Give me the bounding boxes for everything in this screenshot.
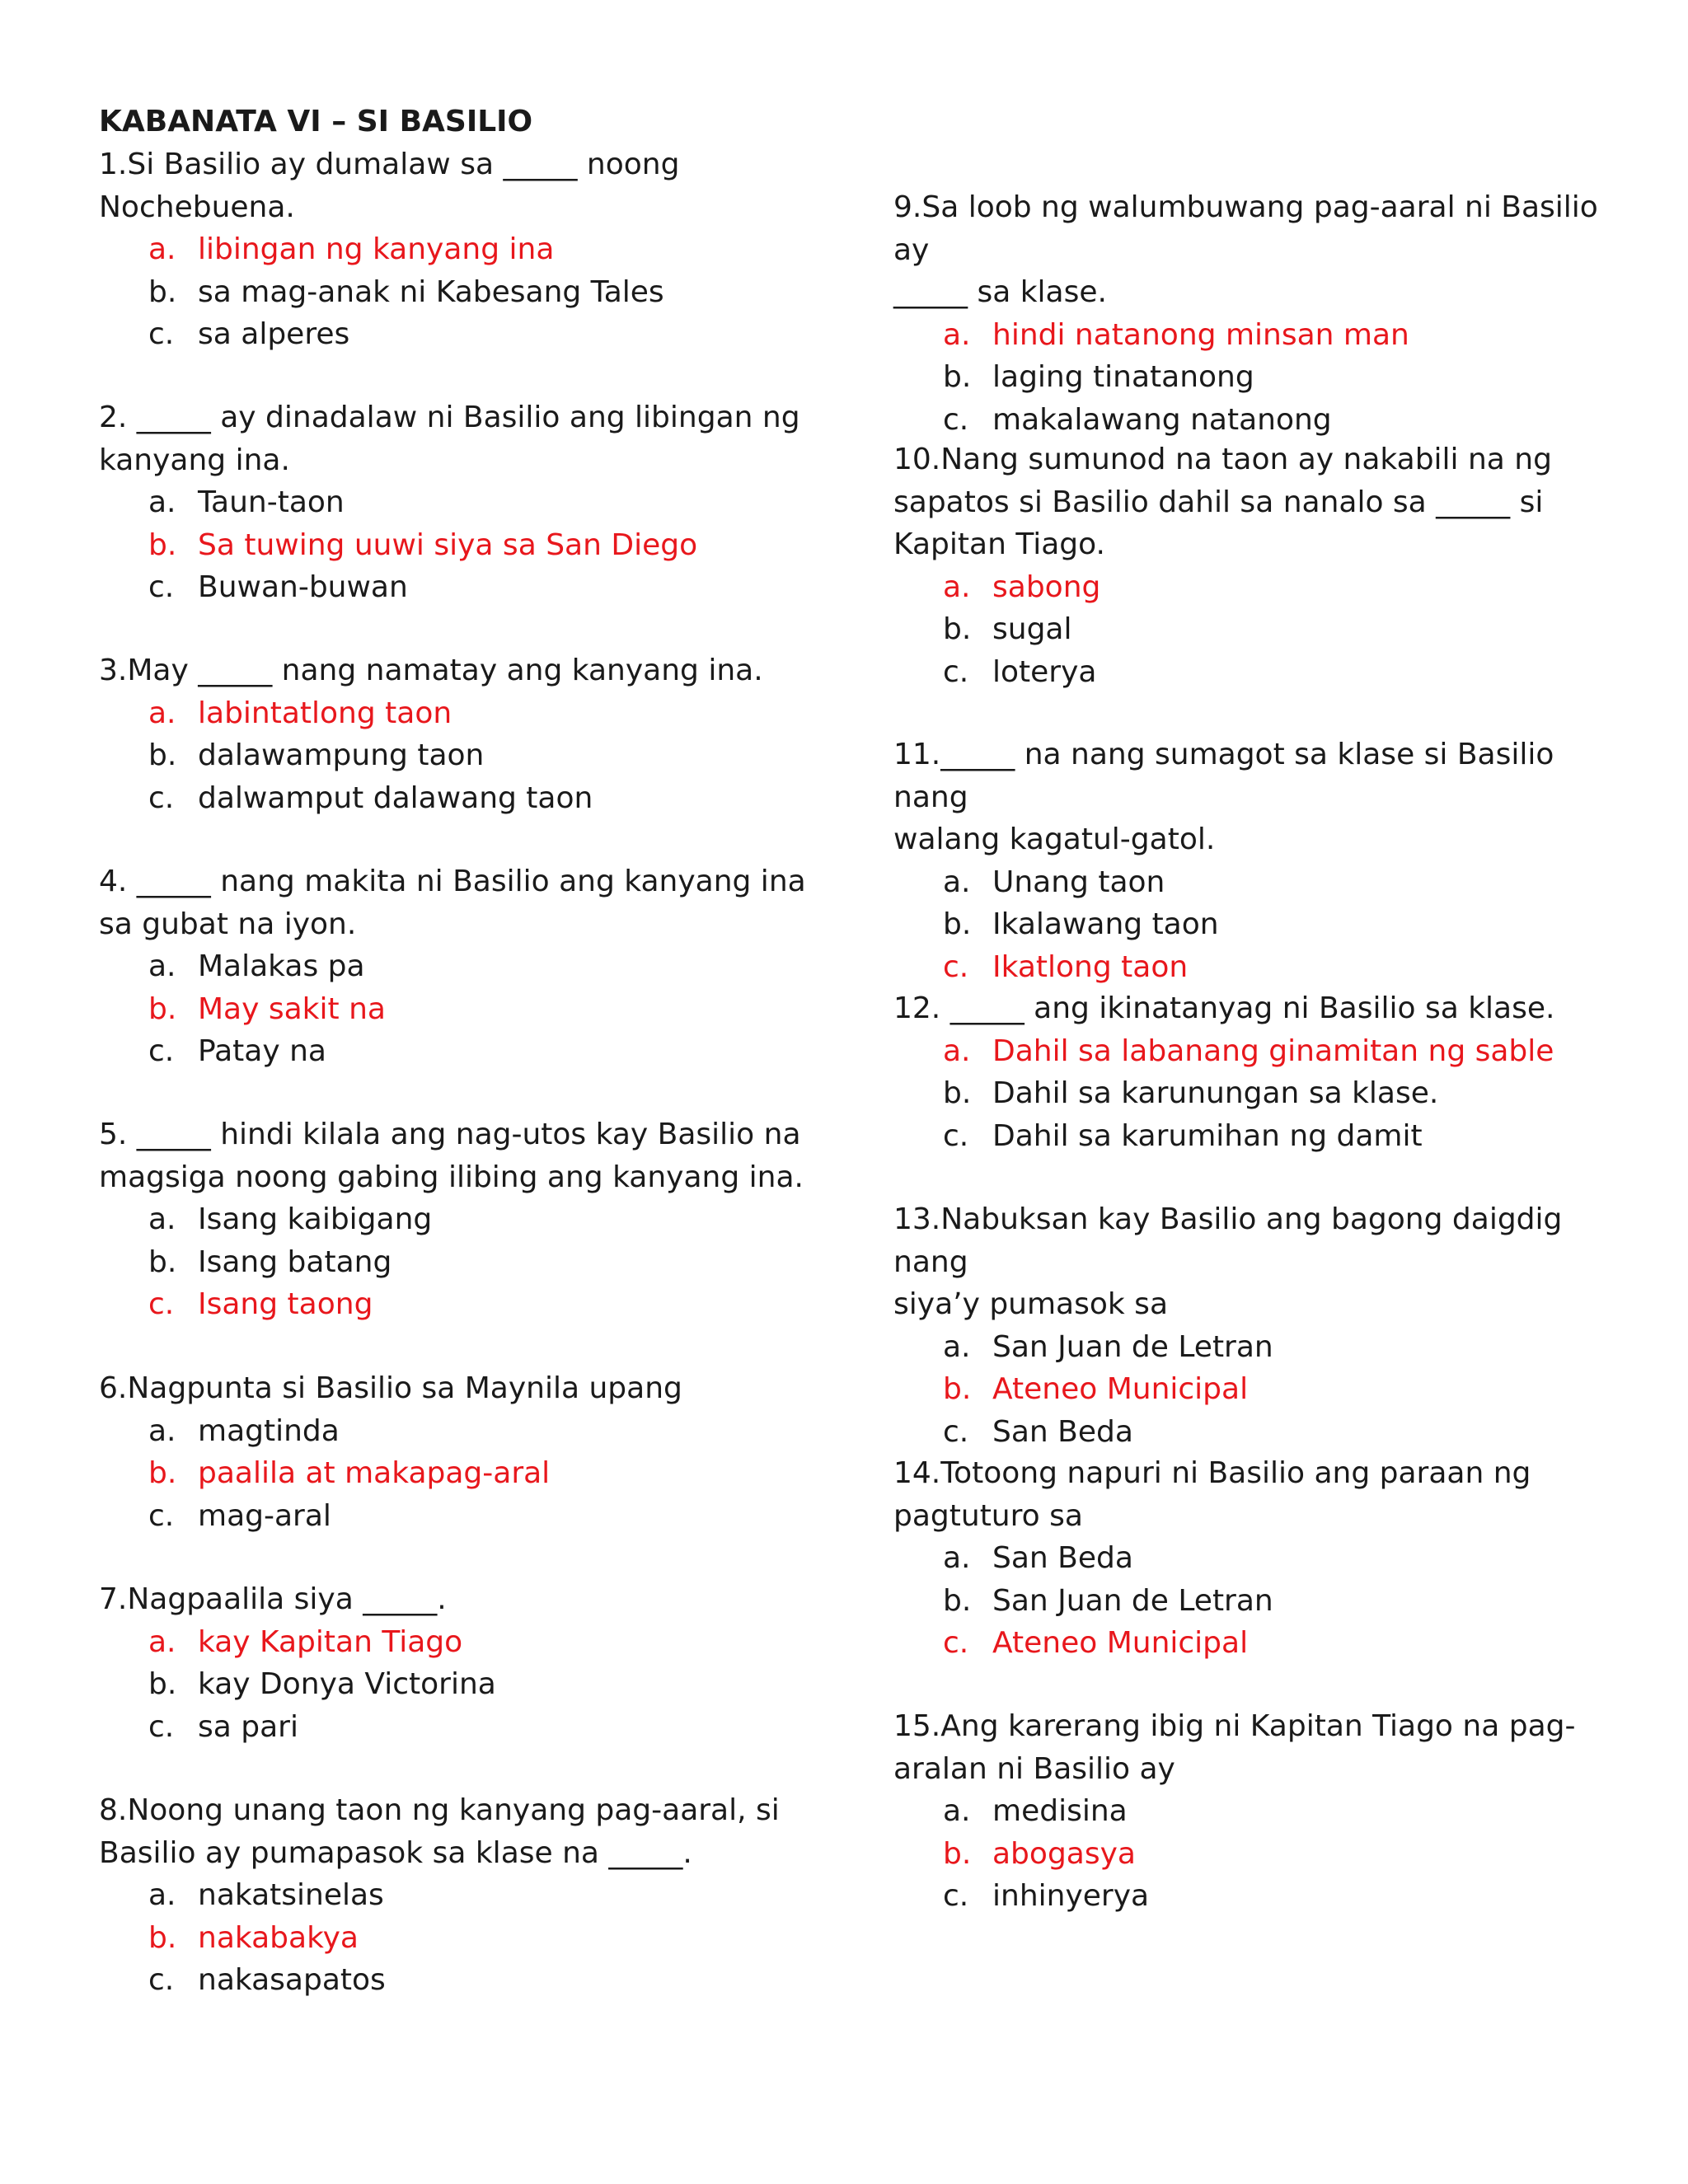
answer-option bbox=[99, 1198, 804, 1241]
option-text: San Juan de Letran bbox=[992, 1329, 1273, 1364]
answer-option bbox=[893, 399, 1619, 442]
option-text: San Beda bbox=[992, 1541, 1133, 1575]
question-text: 15.Ang karerang ibig ni Kapitan Tiago na pag- aralan ni Basilio ay bbox=[893, 1709, 1576, 1786]
option-letter: a. bbox=[943, 317, 971, 352]
correct-answer-option bbox=[893, 1833, 1575, 1876]
correct-answer-option bbox=[99, 1452, 682, 1495]
question-2 bbox=[99, 396, 800, 609]
question-10 bbox=[893, 438, 1552, 693]
answer-option bbox=[893, 1326, 1619, 1369]
correct-answer-option bbox=[893, 566, 1552, 609]
option-text: Patay na bbox=[198, 1034, 326, 1068]
option-text: Buwan-buwan bbox=[198, 570, 408, 604]
question-text: 2. _____ ay dinadalaw ni Basilio ang libingan ng kanyang ina. bbox=[99, 401, 800, 477]
option-letter: b. bbox=[148, 527, 177, 562]
option-text: Taun-taon bbox=[198, 485, 345, 519]
correct-answer-option bbox=[99, 524, 800, 567]
answer-option bbox=[893, 1115, 1554, 1158]
option-text: abogasya bbox=[992, 1836, 1136, 1871]
option-text: paalila at makapag-aral bbox=[198, 1456, 551, 1490]
option-letter: b. bbox=[943, 1076, 972, 1110]
correct-answer-option bbox=[99, 692, 763, 735]
option-letter: a. bbox=[943, 569, 971, 604]
option-letter: c. bbox=[943, 1118, 969, 1153]
option-text: Ateneo Municipal bbox=[992, 1372, 1249, 1406]
option-letter: a. bbox=[943, 1329, 971, 1364]
question-text: 10.Nang sumunod na taon ay nakabili na ng sapatos si Basilio dahil sa nanalo sa _____ si Kapitan Tiago. bbox=[893, 443, 1552, 561]
page-title: KABANATA VI – SI BASILIO bbox=[99, 105, 533, 138]
option-text: Ikatlong taon bbox=[992, 949, 1189, 984]
option-letter: a. bbox=[943, 1794, 971, 1828]
option-letter: c. bbox=[148, 1034, 175, 1068]
option-text: dalawampung taon bbox=[198, 738, 485, 772]
answer-option bbox=[99, 777, 763, 820]
option-letter: b. bbox=[148, 274, 177, 309]
answer-options bbox=[99, 228, 679, 356]
answer-option bbox=[99, 1030, 806, 1073]
option-text: Ikalawang taon bbox=[992, 907, 1219, 941]
option-text: nakabakya bbox=[198, 1920, 359, 1955]
option-text: sa pari bbox=[198, 1709, 298, 1744]
answer-option bbox=[99, 1959, 780, 2002]
option-text: labintatlong taon bbox=[198, 696, 452, 730]
option-text: Unang taon bbox=[992, 865, 1165, 899]
answer-options bbox=[99, 1874, 780, 2002]
option-letter: c. bbox=[148, 1709, 175, 1744]
answer-option bbox=[99, 566, 800, 609]
answer-option bbox=[99, 313, 679, 356]
answer-option bbox=[99, 1495, 682, 1538]
option-letter: b. bbox=[148, 1920, 177, 1955]
option-letter: c. bbox=[148, 1498, 175, 1533]
option-letter: b. bbox=[943, 1583, 972, 1618]
answer-options bbox=[99, 1621, 496, 1749]
answer-options bbox=[893, 1030, 1554, 1158]
option-text: nakasapatos bbox=[198, 1963, 386, 1997]
option-letter: b. bbox=[148, 1244, 177, 1279]
answer-options bbox=[99, 692, 763, 820]
question-4 bbox=[99, 860, 806, 1073]
question-13 bbox=[893, 1198, 1619, 1453]
question-text: 9.Sa loob ng walumbuwang pag-aaral ni Basilio ay _____ sa klase. bbox=[893, 190, 1598, 309]
option-letter: c. bbox=[943, 949, 969, 984]
option-text: San Beda bbox=[992, 1414, 1133, 1449]
option-letter: a. bbox=[148, 1202, 176, 1236]
option-letter: b. bbox=[943, 907, 972, 941]
option-text: nakatsinelas bbox=[198, 1878, 384, 1912]
option-text: mag-aral bbox=[198, 1498, 331, 1533]
question-text: 6.Nagpunta si Basilio sa Maynila upang bbox=[99, 1371, 682, 1405]
answer-options bbox=[893, 1326, 1619, 1454]
question-9 bbox=[893, 186, 1619, 441]
question-5 bbox=[99, 1113, 804, 1326]
correct-answer-option bbox=[99, 1283, 804, 1326]
option-letter: c. bbox=[148, 1963, 175, 1997]
question-7 bbox=[99, 1578, 496, 1748]
question-text: 1.Si Basilio ay dumalaw sa _____ noong Nochebuena. bbox=[99, 148, 680, 224]
option-text: sa mag-anak ni Kabesang Tales bbox=[198, 274, 664, 309]
answer-option bbox=[893, 1875, 1575, 1918]
option-text: Isang taong bbox=[198, 1287, 373, 1321]
question-text: 13.Nabuksan kay Basilio ang bagong daigdig nang siya’y pumasok sa bbox=[893, 1202, 1563, 1321]
option-text: Sa tuwing uuwi siya sa San Diego bbox=[198, 527, 698, 562]
option-letter: a. bbox=[148, 696, 176, 730]
option-letter: c. bbox=[943, 1414, 969, 1449]
answer-option bbox=[99, 945, 806, 988]
option-letter: c. bbox=[148, 1287, 175, 1321]
option-text: kay Donya Victorina bbox=[198, 1667, 496, 1701]
question-6 bbox=[99, 1367, 682, 1537]
option-letter: b. bbox=[148, 991, 177, 1026]
answer-options bbox=[99, 481, 800, 609]
option-text: May sakit na bbox=[198, 991, 386, 1026]
option-letter: c. bbox=[148, 780, 175, 815]
answer-option bbox=[893, 1790, 1575, 1833]
question-12 bbox=[893, 987, 1554, 1157]
option-letter: a. bbox=[943, 865, 971, 899]
answer-options bbox=[893, 861, 1619, 989]
option-text: Dahil sa karumihan ng damit bbox=[992, 1118, 1423, 1153]
correct-answer-option bbox=[99, 228, 679, 271]
answer-options bbox=[99, 1410, 682, 1538]
answer-option bbox=[893, 1580, 1531, 1623]
option-text: inhinyerya bbox=[992, 1879, 1150, 1913]
answer-option bbox=[893, 1411, 1619, 1454]
option-letter: a. bbox=[148, 485, 176, 519]
option-text: San Juan de Letran bbox=[992, 1583, 1273, 1618]
option-letter: b. bbox=[148, 1667, 177, 1701]
answer-option bbox=[893, 1072, 1554, 1115]
option-letter: b. bbox=[943, 612, 972, 646]
question-11 bbox=[893, 733, 1619, 988]
option-text: Isang kaibigang bbox=[198, 1202, 433, 1236]
option-letter: b. bbox=[943, 1836, 972, 1871]
option-text: loterya bbox=[992, 654, 1097, 689]
option-letter: a. bbox=[148, 949, 176, 983]
answer-option bbox=[893, 356, 1619, 399]
option-text: Malakas pa bbox=[198, 949, 365, 983]
answer-option bbox=[99, 1874, 780, 1917]
answer-option bbox=[893, 1537, 1531, 1580]
option-letter: a. bbox=[148, 1624, 176, 1659]
question-text: 4. _____ nang makita ni Basilio ang kanyang ina sa gubat na iyon. bbox=[99, 865, 806, 941]
option-letter: b. bbox=[943, 1372, 972, 1406]
question-1 bbox=[99, 143, 679, 356]
option-letter: c. bbox=[943, 654, 969, 689]
correct-answer-option bbox=[893, 1368, 1619, 1411]
option-letter: b. bbox=[943, 360, 972, 394]
answer-option bbox=[99, 1410, 682, 1453]
answer-option bbox=[893, 651, 1552, 694]
answer-options bbox=[893, 314, 1619, 442]
option-letter: a. bbox=[943, 1033, 971, 1068]
answer-option bbox=[99, 271, 679, 314]
option-text: makalawang natanong bbox=[992, 402, 1332, 437]
option-letter: c. bbox=[148, 317, 175, 351]
answer-option bbox=[893, 608, 1552, 651]
option-text: medisina bbox=[992, 1794, 1128, 1828]
answer-option bbox=[893, 861, 1619, 904]
option-letter: a. bbox=[148, 232, 176, 266]
option-letter: b. bbox=[148, 1456, 177, 1490]
answer-options bbox=[893, 1790, 1575, 1918]
answer-options bbox=[99, 945, 806, 1073]
correct-answer-option bbox=[893, 946, 1619, 989]
option-text: sa alperes bbox=[198, 317, 350, 351]
question-8 bbox=[99, 1789, 780, 2002]
correct-answer-option bbox=[893, 1622, 1531, 1665]
correct-answer-option bbox=[99, 988, 806, 1031]
answer-option bbox=[99, 1663, 496, 1706]
question-3 bbox=[99, 649, 763, 819]
question-text: 3.May _____ nang namatay ang kanyang ina. bbox=[99, 654, 763, 687]
option-text: sugal bbox=[992, 612, 1072, 646]
option-letter: c. bbox=[943, 402, 969, 437]
answer-option bbox=[99, 481, 800, 524]
question-text: 8.Noong unang taon ng kanyang pag-aaral, si Basilio ay pumapasok sa klase na _____. bbox=[99, 1793, 780, 1870]
answer-options bbox=[893, 1537, 1531, 1665]
option-text: kay Kapitan Tiago bbox=[198, 1624, 463, 1659]
answer-option bbox=[893, 903, 1619, 946]
option-letter: a. bbox=[943, 1541, 971, 1575]
question-14 bbox=[893, 1452, 1531, 1665]
answer-option bbox=[99, 734, 763, 777]
correct-answer-option bbox=[893, 314, 1619, 357]
option-text: magtinda bbox=[198, 1413, 340, 1448]
option-text: Isang batang bbox=[198, 1244, 392, 1279]
correct-answer-option bbox=[99, 1621, 496, 1664]
option-letter: c. bbox=[943, 1879, 969, 1913]
option-letter: c. bbox=[148, 570, 175, 604]
question-text: 11._____ na nang sumagot sa klase si Basilio nang walang kagatul-gatol. bbox=[893, 738, 1554, 856]
correct-answer-option bbox=[893, 1030, 1554, 1073]
answer-option bbox=[99, 1706, 496, 1749]
answer-options bbox=[99, 1198, 804, 1326]
option-text: laging tinatanong bbox=[992, 360, 1254, 394]
option-text: Dahil sa karunungan sa klase. bbox=[992, 1076, 1439, 1110]
answer-options bbox=[893, 566, 1552, 694]
answer-option bbox=[99, 1241, 804, 1284]
option-text: sabong bbox=[992, 569, 1101, 604]
question-text: 14.Totoong napuri ni Basilio ang paraan ng pagtuturo sa bbox=[893, 1456, 1531, 1533]
option-letter: a. bbox=[148, 1878, 176, 1912]
option-text: libingan ng kanyang ina bbox=[198, 232, 555, 266]
correct-answer-option bbox=[99, 1917, 780, 1960]
question-text: 5. _____ hindi kilala ang nag-utos kay Basilio na magsiga noong gabing ilibing ang kanyang ina. bbox=[99, 1118, 804, 1194]
option-letter: b. bbox=[148, 738, 177, 772]
question-text: 7.Nagpaalila siya _____. bbox=[99, 1582, 447, 1616]
question-15 bbox=[893, 1705, 1575, 1918]
option-letter: c. bbox=[943, 1626, 969, 1660]
option-text: Ateneo Municipal bbox=[992, 1626, 1249, 1660]
option-text: Dahil sa labanang ginamitan ng sable bbox=[992, 1033, 1554, 1068]
question-text: 12. _____ ang ikinatanyag ni Basilio sa klase. bbox=[893, 991, 1555, 1025]
option-letter: a. bbox=[148, 1413, 176, 1448]
option-text: hindi natanong minsan man bbox=[992, 317, 1409, 352]
option-text: dalwamput dalawang taon bbox=[198, 780, 593, 815]
